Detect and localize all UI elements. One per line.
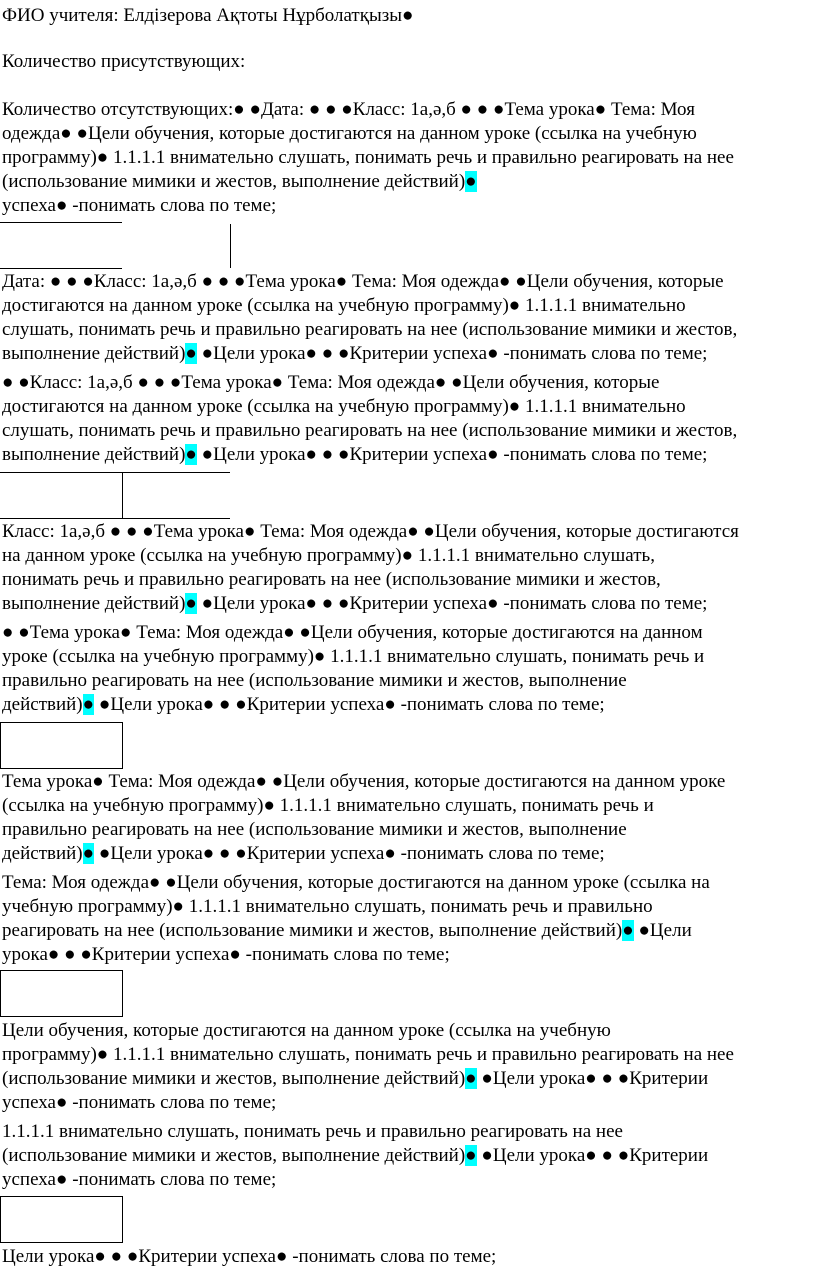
text-line xyxy=(2,1067,814,1091)
text-line xyxy=(2,621,814,645)
text-line xyxy=(2,1168,814,1192)
text-block xyxy=(2,770,814,866)
text-line xyxy=(2,1091,814,1115)
text-line xyxy=(2,544,814,568)
text-line xyxy=(2,443,814,467)
text-line xyxy=(2,1120,814,1144)
line-text: выполнение действий) xyxy=(2,593,186,614)
line-text: уроке (ссылка на учебную программу)● 1.1.1.1 внимательно слушать, понимать речь и xyxy=(2,646,705,667)
text-line xyxy=(2,895,814,919)
line-text: урока● ● ●Критерии успеха● -понимать слова по теме; xyxy=(2,944,450,965)
line-text: успеха● -понимать слова по теме; xyxy=(2,1092,277,1113)
text-line xyxy=(2,1144,814,1168)
text-block xyxy=(2,1019,814,1115)
line-text: ● ●Класс: 1а,ә,б ● ● ●Тема урока● Тема: Моя одежда● ●Цели обучения, которые xyxy=(2,372,660,393)
line-text: программу)● 1.1.1.1 внимательно слушать, понимать речь и правильно реагировать на нее xyxy=(2,147,734,168)
text-block xyxy=(2,520,814,616)
line-text: правильно реагировать на нее (использование мимики и жестов, выполнение xyxy=(2,670,627,691)
text-line xyxy=(2,1245,814,1269)
line-text: Класс: 1а,ә,б ● ● ●Тема урока● Тема: Моя одежда● ●Цели обучения, которые достигаются xyxy=(2,521,739,542)
highlighted-marker: ● xyxy=(185,444,197,465)
highlighted-marker: ● xyxy=(185,343,197,364)
line-text: правильно реагировать на нее (использование мимики и жестов, выполнение xyxy=(2,819,627,840)
line-text: успеха● -понимать слова по теме; xyxy=(2,195,277,216)
text-line xyxy=(2,919,814,943)
text-line xyxy=(2,693,814,717)
line-text: 1.1.1.1 внимательно слушать, понимать речь и правильно реагировать на нее xyxy=(2,1121,623,1142)
text-line xyxy=(2,395,814,419)
line-text: Тема: Моя одежда● ●Цели обучения, которые достигаются на данном уроке (ссылка на xyxy=(2,872,710,893)
text-line xyxy=(2,122,814,146)
line-text: Дата: ● ● ●Класс: 1а,ә,б ● ● ●Тема урока● Тема: Моя одежда● ●Цели обучения, которые xyxy=(2,271,724,292)
present-count-line: Количество присутствующих: xyxy=(2,51,246,72)
text-line xyxy=(2,818,814,842)
table-cell xyxy=(0,970,123,1017)
highlighted-marker: ● xyxy=(185,593,197,614)
text-block xyxy=(2,871,814,967)
text-line xyxy=(2,794,814,818)
line-text: успеха● -понимать слова по теме; xyxy=(2,1169,277,1190)
line-text: на данном уроке (ссылка на учебную программу)● 1.1.1.1 внимательно слушать, xyxy=(2,545,655,566)
highlighted-marker: ● xyxy=(465,1145,477,1166)
text-block xyxy=(2,98,814,218)
line-text: ●Цели урока● ● ●Критерии успеха● -понимать слова по теме; xyxy=(196,343,708,364)
line-text: (использование мимики и жестов, выполнение действий) xyxy=(2,1068,466,1089)
text-line xyxy=(2,1019,814,1043)
text-line xyxy=(2,568,814,592)
table-rule xyxy=(0,518,230,519)
line-text: ●Цели урока● ● ●Критерии успеха● -понимать слова по теме; xyxy=(196,593,708,614)
line-text: ●Цели урока● ● ●Критерии xyxy=(476,1068,709,1089)
highlighted-marker: ● xyxy=(465,171,477,192)
text-block xyxy=(2,270,814,366)
line-text: слушать, понимать речь и правильно реагировать на нее (использование мимики и жестов, xyxy=(2,319,738,340)
highlighted-marker: ● xyxy=(622,920,634,941)
line-text: одежда● ●Цели обучения, которые достигаются на данном уроке (ссылка на учебную xyxy=(2,123,697,144)
line-text: действий) xyxy=(2,694,83,715)
line-text: ●Цели урока● ● ●Критерии успеха● -понимать слова по теме; xyxy=(196,444,708,465)
text-line xyxy=(2,520,814,544)
line-text: Цели урока● ● ●Критерии успеха● -понимать слова по теме; xyxy=(2,1246,497,1267)
line-text: ● ●Тема урока● Тема: Моя одежда● ●Цели обучения, которые достигаются на данном xyxy=(2,622,703,643)
line-text: выполнение действий) xyxy=(2,444,186,465)
line-text: (использование мимики и жестов, выполнение действий) xyxy=(2,1145,466,1166)
text-line xyxy=(2,770,814,794)
text-block xyxy=(2,1245,814,1269)
text-line xyxy=(2,270,814,294)
text-block xyxy=(2,1120,814,1192)
line-text: ●Цели xyxy=(633,920,692,941)
text-line xyxy=(2,294,814,318)
text-line xyxy=(2,318,814,342)
line-text: Цели обучения, которые достигаются на данном уроке (ссылка на учебную xyxy=(2,1020,611,1041)
teacher-line: ФИО учителя: Елдізерова Ақтоты Нұрболатқызы● xyxy=(2,5,414,26)
table-cell xyxy=(0,722,123,769)
text-line xyxy=(2,98,814,122)
text-line xyxy=(2,943,814,967)
table-cell xyxy=(0,1196,123,1243)
text-line xyxy=(2,170,814,194)
line-text: программу)● 1.1.1.1 внимательно слушать, понимать речь и правильно реагировать на нее xyxy=(2,1044,734,1065)
table-rule xyxy=(230,224,231,268)
highlighted-marker: ● xyxy=(82,694,95,715)
line-text: (ссылка на учебную программу)● 1.1.1.1 внимательно слушать, понимать речь и xyxy=(2,795,654,816)
text-line xyxy=(2,371,814,395)
line-text: понимать речь и правильно реагировать на нее (использование мимики и жестов, xyxy=(2,569,661,590)
line-text: достигаются на данном уроке (ссылка на учебную программу)● 1.1.1.1 внимательно xyxy=(2,295,686,316)
text-block xyxy=(2,621,814,717)
text-line xyxy=(2,842,814,866)
text-line xyxy=(2,194,814,218)
line-text: ●Цели урока● ● ●Критерии xyxy=(476,1145,709,1166)
text-block xyxy=(2,371,814,467)
line-text: слушать, понимать речь и правильно реагировать на нее (использование мимики и жестов, xyxy=(2,420,738,441)
highlighted-marker: ● xyxy=(465,1068,477,1089)
line-text: Тема урока● Тема: Моя одежда● ●Цели обучения, которые достигаются на данном уроке xyxy=(2,771,726,792)
table-rule xyxy=(122,472,123,518)
text-line xyxy=(2,419,814,443)
table-rule xyxy=(0,472,230,473)
line-text: достигаются на данном уроке (ссылка на учебную программу)● 1.1.1.1 внимательно xyxy=(2,396,686,417)
line-text: (использование мимики и жестов, выполнение действий) xyxy=(2,171,466,192)
line-text: учебную программу)● 1.1.1.1 внимательно слушать, понимать речь и правильно xyxy=(2,896,653,917)
line-text: реагировать на нее (использование мимики и жестов, выполнение действий) xyxy=(2,920,623,941)
line-text: выполнение действий) xyxy=(2,343,186,364)
text-line xyxy=(2,592,814,616)
text-line xyxy=(2,1043,814,1067)
line-text: ●Цели урока● ● ●Критерии успеха● -понимать слова по теме; xyxy=(94,843,605,864)
table-rule xyxy=(0,222,122,223)
line-text: ●Цели урока● ● ●Критерии успеха● -понимать слова по теме; xyxy=(94,694,605,715)
text-line xyxy=(2,871,814,895)
line-text: Количество отсутствующих:● ●Дата: ● ● ●Класс: 1а,ә,б ● ● ●Тема урока● Тема: Моя xyxy=(2,99,695,120)
text-line xyxy=(2,669,814,693)
text-line xyxy=(2,146,814,170)
table-rule xyxy=(0,268,122,269)
text-line xyxy=(2,342,814,366)
text-line xyxy=(2,645,814,669)
line-text: действий) xyxy=(2,843,83,864)
highlighted-marker: ● xyxy=(82,843,95,864)
